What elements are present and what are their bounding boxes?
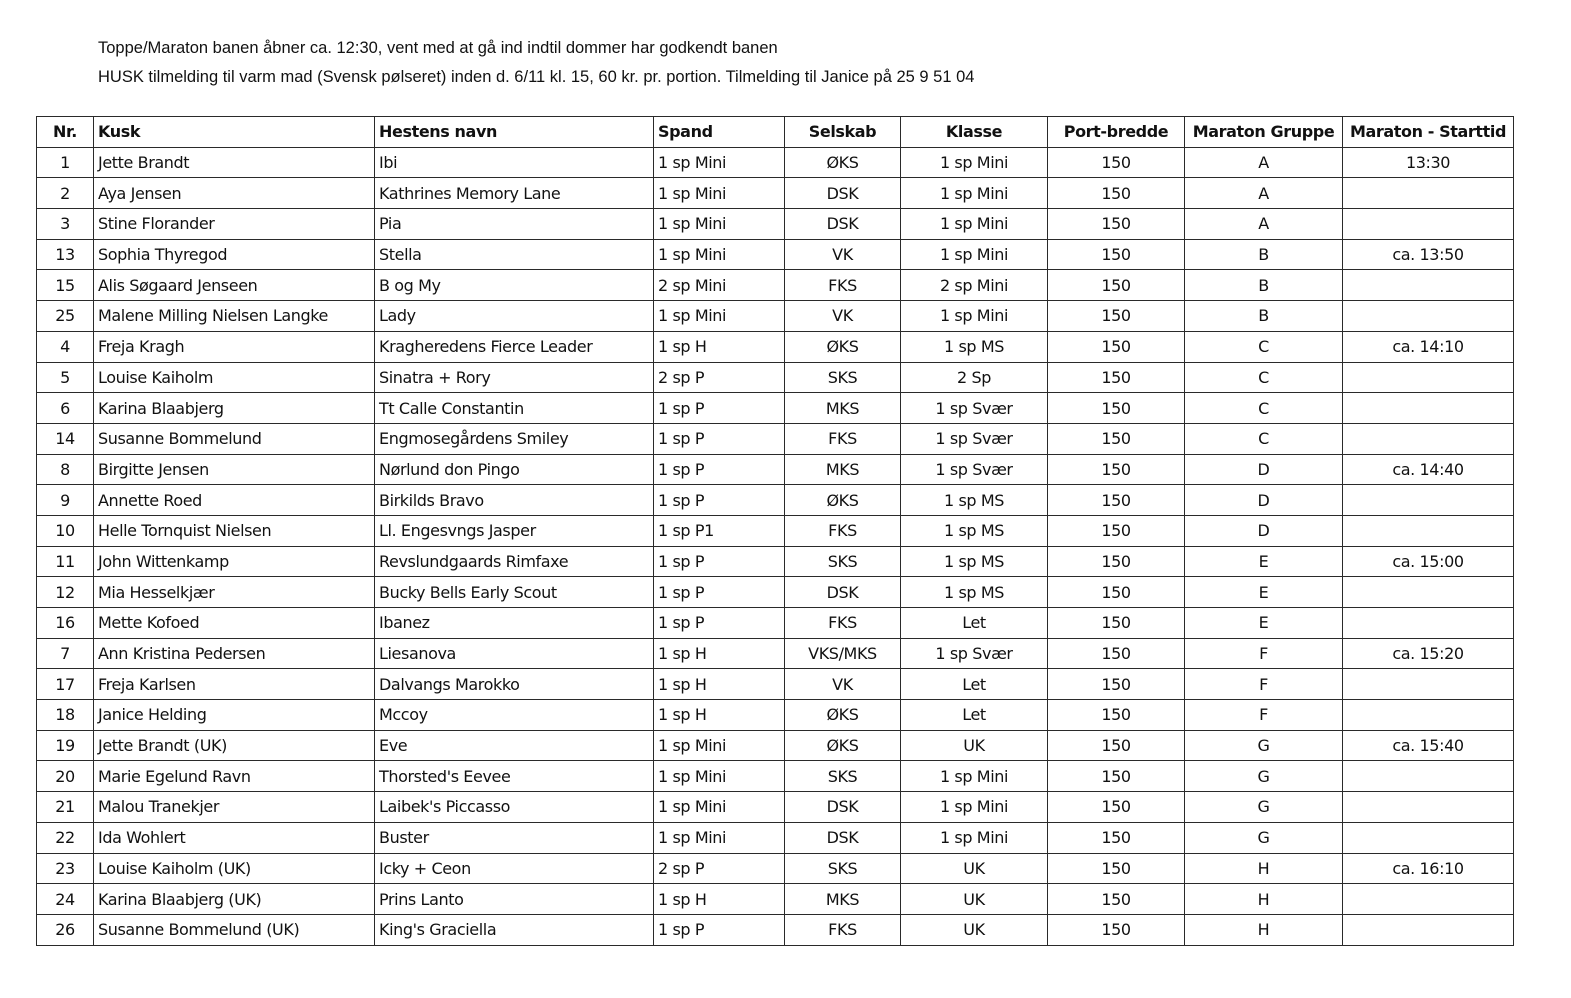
table-row [37,577,1514,608]
cell-kusk: Susanne Bommelund (UK) [94,914,375,945]
cell-port-bredde: 150 [1048,884,1185,915]
cell-nr: 3 [37,209,94,240]
cell-maraton-starttid: ca. 13:50 [1343,239,1514,270]
cell-selskab: DSK [785,792,901,823]
cell-spand: 1 sp P [654,485,785,516]
cell-kusk: Malene Milling Nielsen Langke [94,301,375,332]
cell-spand: 1 sp Mini [654,178,785,209]
cell-hestens-navn: Bucky Bells Early Scout [375,577,654,608]
cell-selskab: SKS [785,761,901,792]
cell-kusk: Malou Tranekjer [94,792,375,823]
cell-maraton-gruppe: A [1185,178,1343,209]
cell-klasse: 1 sp MS [901,331,1048,362]
cell-hestens-navn: Birkilds Bravo [375,485,654,516]
cell-spand: 1 sp H [654,331,785,362]
cell-hestens-navn: Ibanez [375,608,654,639]
cell-port-bredde: 150 [1048,700,1185,731]
cell-selskab: DSK [785,577,901,608]
column-header-spand: Spand [654,117,785,148]
cell-nr: 20 [37,761,94,792]
cell-port-bredde: 150 [1048,546,1185,577]
cell-klasse: Let [901,700,1048,731]
cell-maraton-gruppe: E [1185,577,1343,608]
cell-maraton-starttid [1343,700,1514,731]
cell-klasse: UK [901,914,1048,945]
table-row [37,822,1514,853]
cell-kusk: Karina Blaabjerg (UK) [94,884,375,915]
cell-port-bredde: 150 [1048,362,1185,393]
cell-nr: 7 [37,638,94,669]
cell-port-bredde: 150 [1048,730,1185,761]
cell-kusk: Stine Florander [94,209,375,240]
cell-maraton-gruppe: D [1185,515,1343,546]
cell-hestens-navn: Prins Lanto [375,884,654,915]
cell-selskab: ØKS [785,730,901,761]
table-row [37,761,1514,792]
cell-maraton-gruppe: C [1185,423,1343,454]
cell-hestens-navn: Liesanova [375,638,654,669]
cell-selskab: FKS [785,423,901,454]
cell-maraton-gruppe: B [1185,239,1343,270]
cell-selskab: FKS [785,914,901,945]
cell-hestens-navn: B og My [375,270,654,301]
cell-spand: 1 sp P [654,546,785,577]
cell-nr: 10 [37,515,94,546]
cell-maraton-gruppe: D [1185,485,1343,516]
table-row [37,270,1514,301]
cell-spand: 1 sp P [654,454,785,485]
cell-klasse: 2 sp Mini [901,270,1048,301]
cell-nr: 21 [37,792,94,823]
table-row [37,301,1514,332]
cell-spand: 1 sp P [654,393,785,424]
cell-hestens-navn: Buster [375,822,654,853]
cell-maraton-gruppe: B [1185,301,1343,332]
cell-maraton-gruppe: C [1185,362,1343,393]
cell-hestens-navn: Nørlund don Pingo [375,454,654,485]
table-row [37,178,1514,209]
cell-hestens-navn: Stella [375,239,654,270]
cell-maraton-gruppe: F [1185,669,1343,700]
cell-maraton-starttid: ca. 14:40 [1343,454,1514,485]
cell-kusk: Alis Søgaard Jenseen [94,270,375,301]
cell-port-bredde: 150 [1048,761,1185,792]
cell-maraton-gruppe: H [1185,853,1343,884]
cell-selskab: DSK [785,209,901,240]
cell-port-bredde: 150 [1048,669,1185,700]
cell-kusk: Karina Blaabjerg [94,393,375,424]
cell-klasse: 1 sp Mini [901,209,1048,240]
table-row [37,884,1514,915]
cell-kusk: Freja Karlsen [94,669,375,700]
cell-nr: 19 [37,730,94,761]
cell-maraton-starttid [1343,914,1514,945]
cell-maraton-starttid [1343,485,1514,516]
cell-port-bredde: 150 [1048,393,1185,424]
table-row [37,669,1514,700]
cell-maraton-starttid [1343,178,1514,209]
cell-port-bredde: 150 [1048,331,1185,362]
note-food-signup: HUSK tilmelding til varm mad (Svensk pølseret) inden d. 6/11 kl. 15, 60 kr. pr. portion. Tilmelding til Janice på 25 9 51 04 [98,67,975,86]
column-header-maraton-starttid: Maraton - Starttid [1343,117,1514,148]
cell-nr: 22 [37,822,94,853]
cell-klasse: 1 sp Mini [901,792,1048,823]
cell-nr: 8 [37,454,94,485]
cell-maraton-gruppe: C [1185,331,1343,362]
table-row [37,485,1514,516]
cell-maraton-starttid [1343,608,1514,639]
cell-kusk: Louise Kaiholm (UK) [94,853,375,884]
cell-selskab: ØKS [785,331,901,362]
notes [98,34,974,91]
cell-selskab: SKS [785,546,901,577]
cell-maraton-gruppe: C [1185,393,1343,424]
cell-selskab: VK [785,669,901,700]
table-row [37,638,1514,669]
table-row [37,914,1514,945]
cell-hestens-navn: Thorsted's Eevee [375,761,654,792]
cell-maraton-gruppe: G [1185,730,1343,761]
column-header-maraton-gruppe: Maraton Gruppe [1185,117,1343,148]
cell-klasse: 1 sp Mini [901,147,1048,178]
cell-nr: 4 [37,331,94,362]
table-row [37,700,1514,731]
cell-maraton-starttid [1343,423,1514,454]
cell-spand: 1 sp P1 [654,515,785,546]
cell-kusk: Janice Helding [94,700,375,731]
column-header-port-bredde: Port-bredde [1048,117,1185,148]
cell-hestens-navn: Tt Calle Constantin [375,393,654,424]
cell-spand: 1 sp Mini [654,147,785,178]
cell-kusk: Sophia Thyregod [94,239,375,270]
cell-kusk: Helle Tornquist Nielsen [94,515,375,546]
cell-port-bredde: 150 [1048,792,1185,823]
cell-klasse: Let [901,608,1048,639]
table-body [37,147,1514,945]
table-row [37,209,1514,240]
cell-port-bredde: 150 [1048,454,1185,485]
cell-hestens-navn: Lady [375,301,654,332]
cell-kusk: John Wittenkamp [94,546,375,577]
start-list-table [36,116,1514,946]
cell-kusk: Mette Kofoed [94,608,375,639]
cell-spand: 1 sp H [654,700,785,731]
cell-maraton-starttid: ca. 14:10 [1343,331,1514,362]
cell-maraton-gruppe: G [1185,792,1343,823]
cell-selskab: VKS/MKS [785,638,901,669]
cell-hestens-navn: Sinatra + Rory [375,362,654,393]
cell-hestens-navn: King's Graciella [375,914,654,945]
cell-selskab: MKS [785,393,901,424]
cell-selskab: ØKS [785,700,901,731]
cell-selskab: FKS [785,608,901,639]
cell-nr: 26 [37,914,94,945]
cell-maraton-starttid: ca. 16:10 [1343,853,1514,884]
cell-nr: 24 [37,884,94,915]
cell-hestens-navn: Dalvangs Marokko [375,669,654,700]
table-row [37,331,1514,362]
column-header-hestens-navn: Hestens navn [375,117,654,148]
cell-maraton-gruppe: B [1185,270,1343,301]
cell-kusk: Marie Egelund Ravn [94,761,375,792]
cell-nr: 1 [37,147,94,178]
cell-port-bredde: 150 [1048,423,1185,454]
table-row [37,730,1514,761]
cell-port-bredde: 150 [1048,485,1185,516]
cell-nr: 13 [37,239,94,270]
cell-kusk: Louise Kaiholm [94,362,375,393]
cell-nr: 17 [37,669,94,700]
cell-klasse: 1 sp Mini [901,178,1048,209]
cell-spand: 2 sp Mini [654,270,785,301]
cell-nr: 6 [37,393,94,424]
cell-spand: 1 sp H [654,884,785,915]
cell-maraton-starttid [1343,301,1514,332]
cell-hestens-navn: Kathrines Memory Lane [375,178,654,209]
cell-maraton-starttid [1343,393,1514,424]
cell-selskab: DSK [785,178,901,209]
cell-spand: 1 sp Mini [654,209,785,240]
cell-maraton-starttid [1343,577,1514,608]
cell-spand: 1 sp P [654,608,785,639]
cell-selskab: FKS [785,270,901,301]
cell-maraton-starttid [1343,270,1514,301]
cell-maraton-starttid [1343,669,1514,700]
cell-selskab: MKS [785,884,901,915]
cell-spand: 1 sp P [654,423,785,454]
cell-port-bredde: 150 [1048,853,1185,884]
cell-selskab: SKS [785,853,901,884]
cell-klasse: 1 sp Svær [901,393,1048,424]
cell-spand: 1 sp Mini [654,301,785,332]
cell-spand: 1 sp Mini [654,730,785,761]
cell-hestens-navn: Icky + Ceon [375,853,654,884]
cell-spand: 1 sp Mini [654,822,785,853]
cell-maraton-gruppe: F [1185,700,1343,731]
cell-klasse: 1 sp Svær [901,423,1048,454]
cell-hestens-navn: Mccoy [375,700,654,731]
cell-kusk: Aya Jensen [94,178,375,209]
cell-maraton-gruppe: E [1185,608,1343,639]
cell-nr: 25 [37,301,94,332]
note-course-opening: Toppe/Maraton banen åbner ca. 12:30, vent med at gå ind indtil dommer har godkendt banen [98,39,778,57]
cell-maraton-gruppe: F [1185,638,1343,669]
cell-hestens-navn: Pia [375,209,654,240]
column-header-klasse: Klasse [901,117,1048,148]
table-row [37,792,1514,823]
column-header-kusk: Kusk [94,117,375,148]
cell-maraton-gruppe: H [1185,914,1343,945]
cell-selskab: FKS [785,515,901,546]
cell-hestens-navn: Engmosegårdens Smiley [375,423,654,454]
cell-spand: 1 sp Mini [654,239,785,270]
cell-kusk: Birgitte Jensen [94,454,375,485]
cell-klasse: 1 sp Mini [901,301,1048,332]
cell-hestens-navn: Ll. Engesvngs Jasper [375,515,654,546]
cell-klasse: 1 sp Mini [901,239,1048,270]
cell-maraton-starttid: ca. 15:00 [1343,546,1514,577]
cell-maraton-starttid [1343,761,1514,792]
cell-nr: 15 [37,270,94,301]
cell-klasse: 1 sp MS [901,515,1048,546]
table-row [37,423,1514,454]
cell-klasse: 2 Sp [901,362,1048,393]
cell-selskab: ØKS [785,485,901,516]
column-header-selskab: Selskab [785,117,901,148]
cell-selskab: DSK [785,822,901,853]
table-row [37,515,1514,546]
table-header-row [37,117,1514,148]
cell-port-bredde: 150 [1048,270,1185,301]
cell-selskab: VK [785,239,901,270]
cell-klasse: 1 sp Svær [901,638,1048,669]
cell-maraton-starttid [1343,792,1514,823]
cell-klasse: 1 sp Mini [901,822,1048,853]
cell-port-bredde: 150 [1048,147,1185,178]
cell-maraton-starttid [1343,362,1514,393]
cell-spand: 1 sp P [654,577,785,608]
table-row [37,454,1514,485]
cell-klasse: UK [901,884,1048,915]
cell-nr: 2 [37,178,94,209]
cell-maraton-gruppe: E [1185,546,1343,577]
cell-klasse: Let [901,669,1048,700]
cell-maraton-gruppe: D [1185,454,1343,485]
cell-kusk: Ida Wohlert [94,822,375,853]
cell-port-bredde: 150 [1048,822,1185,853]
cell-kusk: Ann Kristina Pedersen [94,638,375,669]
cell-spand: 1 sp H [654,669,785,700]
cell-maraton-starttid [1343,822,1514,853]
cell-spand: 2 sp P [654,853,785,884]
cell-maraton-starttid: ca. 15:20 [1343,638,1514,669]
cell-klasse: UK [901,853,1048,884]
cell-nr: 18 [37,700,94,731]
cell-maraton-gruppe: G [1185,822,1343,853]
cell-spand: 1 sp P [654,914,785,945]
cell-nr: 23 [37,853,94,884]
cell-nr: 11 [37,546,94,577]
cell-klasse: 1 sp Svær [901,454,1048,485]
cell-maraton-gruppe: A [1185,209,1343,240]
cell-spand: 1 sp Mini [654,761,785,792]
cell-port-bredde: 150 [1048,914,1185,945]
table-row [37,147,1514,178]
cell-hestens-navn: Revslundgaards Rimfaxe [375,546,654,577]
cell-nr: 14 [37,423,94,454]
cell-maraton-gruppe: G [1185,761,1343,792]
table-row [37,608,1514,639]
cell-nr: 9 [37,485,94,516]
cell-klasse: 1 sp MS [901,546,1048,577]
cell-port-bredde: 150 [1048,515,1185,546]
cell-selskab: SKS [785,362,901,393]
cell-maraton-gruppe: A [1185,147,1343,178]
cell-spand: 1 sp H [654,638,785,669]
table-row [37,853,1514,884]
cell-klasse: UK [901,730,1048,761]
cell-spand: 2 sp P [654,362,785,393]
cell-port-bredde: 150 [1048,608,1185,639]
cell-port-bredde: 150 [1048,301,1185,332]
cell-spand: 1 sp Mini [654,792,785,823]
cell-klasse: 1 sp MS [901,485,1048,516]
cell-port-bredde: 150 [1048,577,1185,608]
cell-maraton-starttid: ca. 15:40 [1343,730,1514,761]
cell-kusk: Freja Kragh [94,331,375,362]
cell-nr: 12 [37,577,94,608]
cell-hestens-navn: Eve [375,730,654,761]
cell-selskab: MKS [785,454,901,485]
cell-maraton-starttid [1343,515,1514,546]
cell-kusk: Jette Brandt [94,147,375,178]
cell-kusk: Susanne Bommelund [94,423,375,454]
cell-nr: 16 [37,608,94,639]
cell-kusk: Annette Roed [94,485,375,516]
cell-hestens-navn: Kragheredens Fierce Leader [375,331,654,362]
cell-nr: 5 [37,362,94,393]
cell-hestens-navn: Ibi [375,147,654,178]
cell-port-bredde: 150 [1048,638,1185,669]
cell-maraton-gruppe: H [1185,884,1343,915]
table-row [37,546,1514,577]
cell-hestens-navn: Laibek's Piccasso [375,792,654,823]
table-row [37,362,1514,393]
table-row [37,393,1514,424]
cell-maraton-starttid [1343,884,1514,915]
cell-port-bredde: 150 [1048,178,1185,209]
cell-klasse: 1 sp Mini [901,761,1048,792]
cell-maraton-starttid: 13:30 [1343,147,1514,178]
column-header-nr: Nr. [37,117,94,148]
cell-maraton-starttid [1343,209,1514,240]
cell-port-bredde: 150 [1048,209,1185,240]
cell-port-bredde: 150 [1048,239,1185,270]
cell-selskab: ØKS [785,147,901,178]
table-row [37,239,1514,270]
cell-kusk: Jette Brandt (UK) [94,730,375,761]
cell-selskab: VK [785,301,901,332]
cell-kusk: Mia Hesselkjær [94,577,375,608]
cell-klasse: 1 sp MS [901,577,1048,608]
